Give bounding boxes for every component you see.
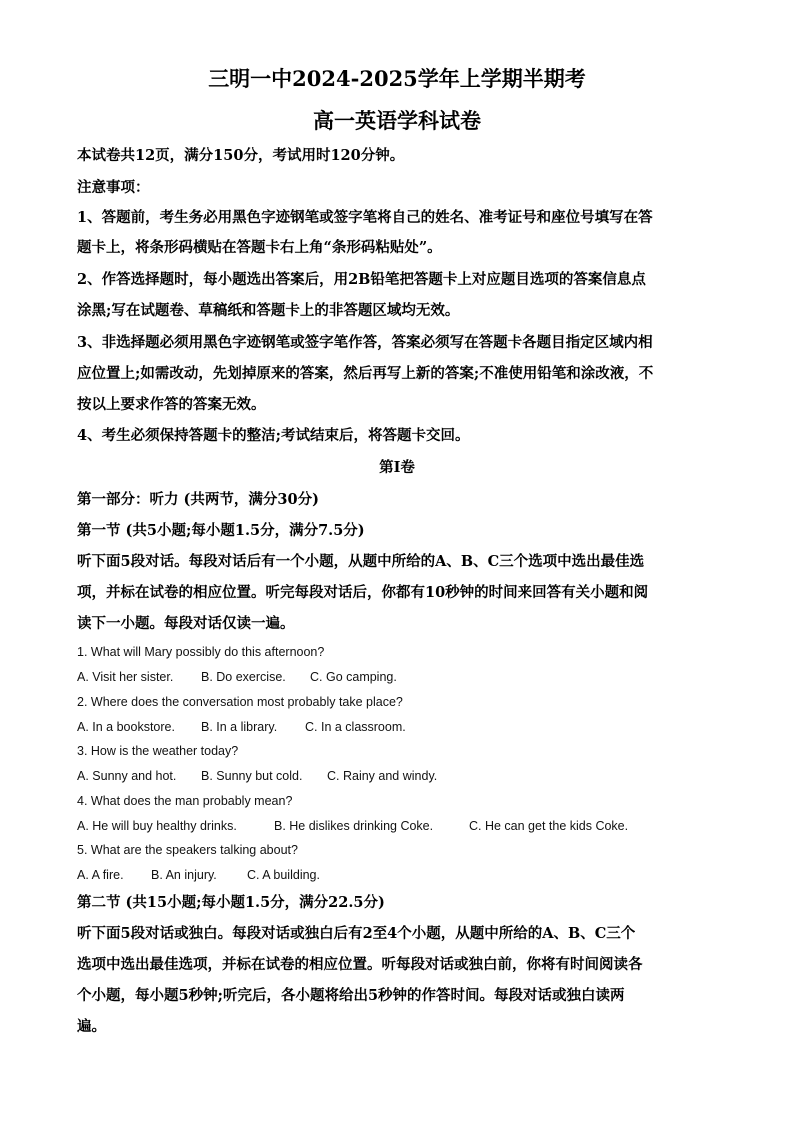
option-c: C. In a classroom. [305,720,406,734]
option-c: C. Go camping. [310,670,397,684]
exam-title: 三明一中2024-2025学年上学期半期考 [208,66,586,91]
option-a: A. A fire. [77,868,124,882]
section1-heading: 第一节 (共5小题;每小题1.5分，满分7.5分) [77,522,365,539]
option-b: B. Do exercise. [201,670,286,684]
section2-instructions-line-1: 听下面5段对话或独白。每段对话或独白后有2至4个小题，从题中所给的A、B、C三个 [77,925,636,942]
exam-subtitle: 高一英语学科试卷 [313,108,481,133]
question-4: 4. What does the man probably mean? [77,794,293,808]
exam-summary: 本试卷共12页，满分150分，考试用时120分钟。 [77,147,405,164]
section2-instructions-line-3: 个小题，每小题5秒钟;听完后，各小题将给出5秒钟的作答时间。每段对话或独白读两 [77,987,625,1004]
question-2: 2. Where does the conversation most probably take place? [77,695,403,709]
option-c: C. He can get the kids Coke. [469,819,629,833]
option-a: A. He will buy healthy drinks. [77,819,237,833]
option-b: B. Sunny but cold. [201,769,303,783]
notice-4-line-1: 4、考生必须保持答题卡的整洁;考试结束后，将答题卡交回。 [77,427,470,444]
question-1-options [77,669,397,685]
notice-1-line-2: 题卡上，将条形码横贴在答题卡右上角“条形码粘贴处”。 [77,239,442,256]
section2-instructions-line-4: 遍。 [77,1018,106,1035]
section1-instructions-line-1: 听下面5段对话。每段对话后有一个小题，从题中所给的A、B、C三个选项中选出最佳选 [77,553,645,570]
part1-heading: 第一部分：听力 (共两节，满分30分) [77,491,319,508]
question-5: 5. What are the speakers talking about? [77,843,298,857]
notice-1-line-1: 1、答题前，考生务必用黑色字迹钢笔或签字笔将自己的姓名、准考证号和座位号填写在答 [77,209,653,226]
option-b: B. He dislikes drinking Coke. [274,819,434,833]
notice-heading: 注意事项： [77,179,150,196]
section1-instructions-line-3: 读下一小题。每段对话仅读一遍。 [77,615,295,632]
question-3: 3. How is the weather today? [77,744,239,758]
question-4-options [77,818,628,834]
notice-3-line-2: 应位置上;如需改动，先划掉原来的答案，然后再写上新的答案;不准使用铅笔和涂改液，不 [77,365,654,382]
question-5-options [77,867,320,883]
option-a: A. Sunny and hot. [77,769,177,783]
volume-label: 第I卷 [379,459,415,476]
notice-2-line-1: 2、作答选择题时，每小题选出答案后，用2B铅笔把答题卡上对应题目选项的答案信息点 [77,271,646,288]
question-2-options [77,719,406,735]
notice-2-line-2: 涂黑;写在试题卷、草稿纸和答题卡上的非答题区域均无效。 [77,302,460,319]
section2-instructions-line-2: 选项中选出最佳选项，并标在试卷的相应位置。听每段对话或独白前，你将有时间阅读各 [77,956,643,973]
question-1: 1. What will Mary possibly do this afternoon? [77,645,325,659]
option-c: C. A building. [247,868,320,882]
notice-3-line-3: 按以上要求作答的答案无效。 [77,396,266,413]
option-a: A. In a bookstore. [77,720,175,734]
option-c: C. Rainy and windy. [327,769,438,783]
section1-instructions-line-2: 项，并标在试卷的相应位置。听完每段对话后，你都有10秒钟的时间来回答有关小题和阅 [77,584,649,601]
notice-3-line-1: 3、非选择题必须用黑色字迹钢笔或签字笔作答，答案必须写在答题卡各题目指定区域内相 [77,334,653,351]
option-b: B. An injury. [151,868,217,882]
section2-heading: 第二节 (共15小题;每小题1.5分，满分22.5分) [77,894,385,911]
question-3-options [77,768,437,784]
option-a: A. Visit her sister. [77,670,174,684]
option-b: B. In a library. [201,720,278,734]
